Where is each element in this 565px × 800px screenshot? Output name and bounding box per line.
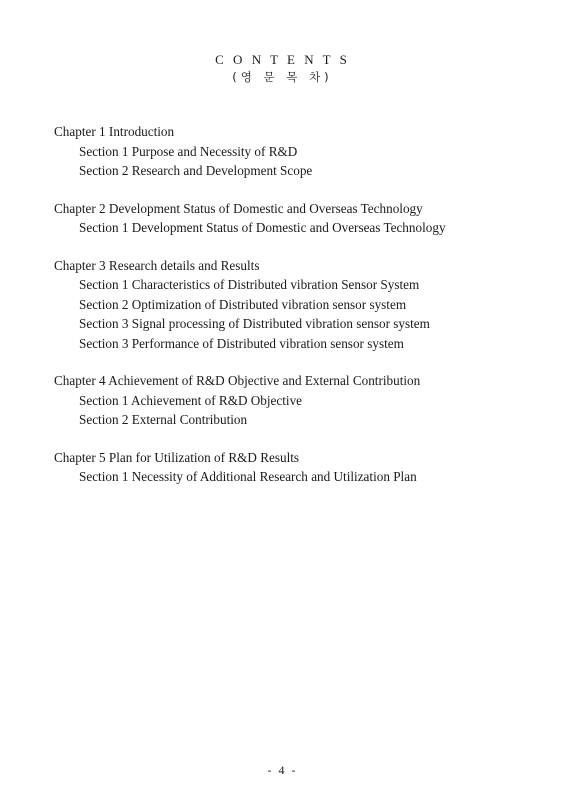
- page-title: C O N T E N T S: [215, 52, 350, 67]
- section-entry[interactable]: Section 2 Optimization of Distributed vibration sensor system: [79, 296, 407, 312]
- toc-chapter-4: [54, 371, 524, 430]
- section-entry[interactable]: Section 3 Signal processing of Distributed vibration sensor system: [79, 316, 430, 331]
- toc-chapter-3: [54, 256, 524, 354]
- page-number: - 4 -: [267, 763, 298, 777]
- section-entry[interactable]: Section 1 Achievement of R&D Objective: [79, 392, 303, 408]
- section-entry[interactable]: Section 3 Performance of Distributed vibration sensor system: [79, 335, 404, 351]
- chapter-title[interactable]: Chapter 1 Introduction: [54, 124, 175, 139]
- section-entry[interactable]: Section 2 External Contribution: [79, 412, 248, 427]
- toc-chapter-2: [54, 199, 524, 238]
- section-entry[interactable]: Section 1 Development Status of Domestic and Overseas Technology: [79, 220, 446, 235]
- chapter-title[interactable]: Chapter 3 Research details and Results: [54, 257, 260, 273]
- table-of-contents: [54, 122, 524, 505]
- toc-chapter-1: [54, 122, 524, 181]
- chapter-title[interactable]: Chapter 5 Plan for Utilization of R&D Results: [54, 449, 300, 465]
- section-entry[interactable]: Section 2 Research and Development Scope: [79, 163, 313, 178]
- section-entry[interactable]: Section 1 Necessity of Additional Research and Utilization Plan: [79, 469, 417, 484]
- page-subtitle: (영 문 목 차): [232, 70, 333, 84]
- section-entry[interactable]: Section 1 Purpose and Necessity of R&D: [79, 143, 298, 159]
- chapter-title[interactable]: Chapter 2 Development Status of Domestic and Overseas Technology: [54, 200, 423, 216]
- section-entry[interactable]: Section 1 Characteristics of Distributed vibration Sensor System: [79, 277, 420, 292]
- toc-chapter-5: [54, 448, 524, 487]
- chapter-title[interactable]: Chapter 4 Achievement of R&D Objective and External Contribution: [54, 373, 421, 388]
